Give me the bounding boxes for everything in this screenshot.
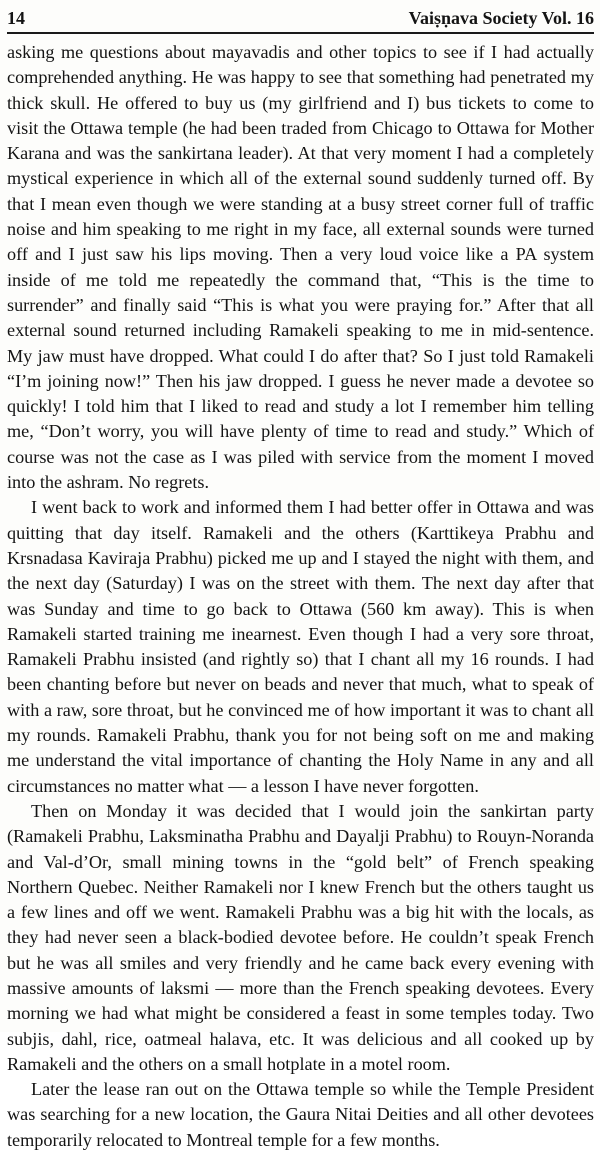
paragraph-continued: asking me questions about mayavadis and other topics to see if I had actually comprehended anything. He was happy to see that something had penetrated my thick skull. He offered to buy us (my girlfriend and I) bus tickets to come to visit the Ottawa temple (he had been traded from Chicago to Ottawa for Mother Karana and was the sankirtana leader). At that very moment I had a completely mystical experience in which all of the external sound suddenly turned off. By that I mean even though we were standing at a busy street corner full of traffic noise and him speaking to me right in my face, all external sounds were turned off and I just saw his lips moving. Then a very loud voice like a PA system inside of me told me repeatedly the command that, “This is the time to surrender” and finally said “This is what you were praying for.” After that all external sound returned including Ramakeli speaking to me in mid-sentence. My jaw must have dropped. What could I do after that? So I just told Ramakeli “I’m joining now!” Then his jaw dropped. I guess he never made a devotee so quickly! I told him that I liked to read and study a lot I remember him telling me, “Don’t worry, you will have plenty of time to read and study.” Which of course was not the case as I was piled with service from the moment I moved into the ashram. No regrets. (7, 42, 594, 493)
running-title: Vaiṣṇava Society Vol. 16 (408, 8, 594, 28)
paragraph-quitting-job: I went back to work and informed them I had better offer in Ottawa and was quitting that day itself. Ramakeli and the others (Karttikeya Prabhu and Krsnadasa Kaviraja Prabhu) picked me up and I stayed the night with them, and the next day (Saturday) I was on the street with them. The next day after that was Sunday and time to go back to Ottawa (560 km away). This is when Ramakeli started training me inearnest. Even though I had a very sore throat, Ramakeli Prabhu insisted (and rightly so) that I chant all my 16 rounds. I had been chanting before but never on beads and never that much, what to speak of with a raw, sore throat, but he convinced me of how important it was to chant all my rounds. Ramakeli Prabhu, thank you for not being soft on me and making me understand the vital importance of chanting the Holy Name in any and all circumstances no matter what — a lesson I have never forgotten. (7, 497, 594, 796)
page-number: 14 (7, 8, 25, 28)
paragraph-relocation: Later the lease ran out on the Ottawa temple so while the Temple President was searching for a new location, the Gaura Nitai Deities and all other devotees temporarily relocated to Montreal temple for a few months. (7, 1079, 594, 1150)
paragraph-sankirtan-party: Then on Monday it was decided that I would join the sankirtan party (Ramakeli Prabhu, Laksminatha Prabhu and Dayalji Prabhu) to Rouyn-Noranda and Val-d’Or, small mining towns in the “gold belt” of French speaking Northern Quebec. Neither Ramakeli nor I knew French but the others taught us a few lines and off we went. Ramakeli Prabhu was a big hit with the locals, as they had never seen a black-bodied devotee before. He couldn’t speak French but he was all smiles and very friendly and he came back every evening with massive amounts of laksmi — more than the French speaking devotees. Every morning we had what might be considered a feast in some temples today. Two subjis, dahl, rice, oatmeal halava, etc. It was delicious and all cooked up by Ramakeli and the others on a small hotplate in a motel room. (7, 800, 594, 1074)
article-body (7, 40, 594, 1153)
page-header (7, 6, 594, 34)
